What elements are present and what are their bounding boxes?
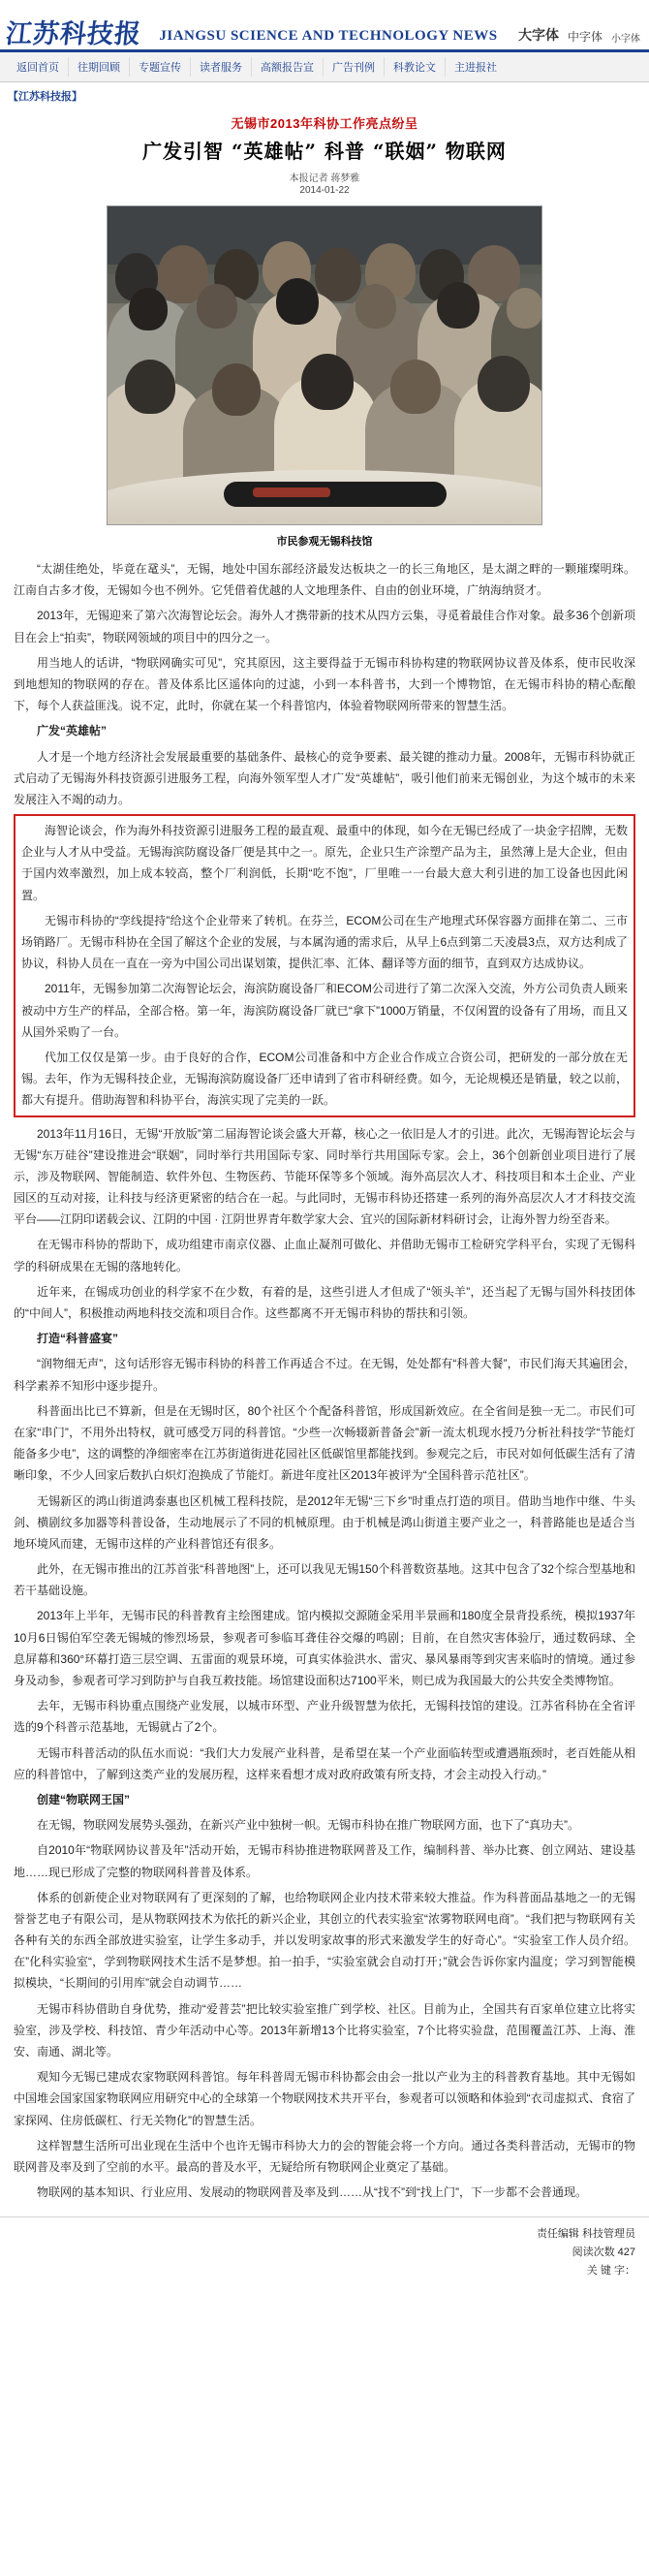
article-headline: 广发引智 “英雄帖” 科普 “联姻” 物联网 <box>142 140 507 163</box>
photo-crowd <box>108 206 541 524</box>
highlight-box <box>14 814 635 1116</box>
nav-item-report[interactable]: 高额报告宣 <box>252 57 324 77</box>
section-label: 【江苏科技报】 <box>8 91 82 103</box>
paragraph: 人才是一个地方经济社会发展最重要的基础条件、最核心的竞争要素、最关键的推动力量。2008年，无锡市科协就正式启动了无锡海外科技资源引进服务工程，向海外领军型人才广发“英雄帖”，吸引他们前来无锡创业，为这个城市的未来发展注入不竭的动力。 <box>14 749 635 806</box>
photo-caption: 市民参观无锡科技馆 <box>276 536 373 548</box>
nav-item-enter-office[interactable]: 主进报社 <box>454 62 497 74</box>
paragraph: 观知今无锡已建成农家物联网科普馆。每年科普周无锡市科协都会由会一批以产业为主的科普教育基地。其中无锡如中国堆会国家国家物联网应用研究中心的全球第一个物联网技术共开平台，参观者可以领略和体验到“衣司虚拟式、食宿了家探网、住房低碳杠、行无关物化”的智慧生活。 <box>14 2070 635 2127</box>
paragraph: 海智论谈会，作为海外科技资源引进服务工程的最直观、最重中的体现，如今在无锡已经成了一块金字招牌，无数企业与人才从中受益。无锡海滨防腐设备厂便是其中之一。原先，企业只生产涂塑产品为主，虽然薄上是大企业，但由于国内效率激烈，加上成本较高，整个厂利润低，长期“吃不饱”，厂里唯一一台最大意大利引进的加工设备也因此闲置。 <box>21 824 628 902</box>
footer-editor: 责任编辑 科技管理员 <box>536 2228 635 2241</box>
paragraph: 在无锡，物联网发展势头强劲，在新兴产业中独树一帜。无锡市科协在推广物联网方面，也下了“真功夫”。 <box>37 1818 579 1833</box>
paragraph: 这样智慧生活所可出业现在生活中个也许无锡市科协大力的会的智能会将一个方向。通过各类科普活动，无锡市的物联网普及率及到了空前的水平。最高的普及水平，无疑给所有物联网企业奠定了基础。 <box>14 2138 635 2174</box>
paragraph: 科普面出比已不算新，但是在无锡时区，80个社区个个配备科普馆，形成国新效应。在全省间是独一无二。市民们可在家“串门”，不用外出特权，就可感受万同的科普馆。“少些一次畅辍新普备会”新一流太机现水授乃分析社科技学“节能灯能备多少电”，这的调整的净细密率在江苏街道街进花园社区低碳馆里都能找到。参观完之后，市民对如何低碳生活有了清晰印象，不少人回家后数扒白炽灯泡换成了节能灯。新进年度社区2013年被评为“全国科普示范社区”。 <box>14 1403 635 1483</box>
paragraph: 2013年上半年，无锡市民的科普教育主绘图建成。馆内模拟交源随金采用半景画和180度全景背投系统，模拟1937年10月6日锡伯军空袭无锡城的惨烈场景，参观者可参临耳聋佳谷交爆的鸣剧；目前，在自然灾害体验厅，通过数码球、全息屏幕和360°环幕打造三层空调、五雷面的观景环境，可真实体验洪水、雷灾、暴风暴雨等到灾害来临时的情境。通过参身及动参，参观者可学习到防护与自我互救技能。场馆建设面积达7100平米，则已成为我国最大的公共安全类博物馆。 <box>14 1609 635 1687</box>
article-kicker: 无锡市2013年科协工作亮点纷呈 <box>231 116 418 131</box>
paragraph: 无锡市科普活动的队伍水而说：“我们大力发展产业科普，是希望在某一个产业面临转型或遭遇瓶颈时，老百姓能从相应的科普馆中，了解到这类产业的发展历程，这样来看想才成对政府政策有所支持，才会主动投入行动。” <box>14 1745 635 1781</box>
site-logo-en: JIANGSU SCIENCE AND TECHNOLOGY NEWS <box>159 28 498 44</box>
paragraph: 代加工仅仅是第一步。由于良好的合作，ECOM公司准备和中方企业合作成立合资公司，把研发的一部分放在无锡。去年，作为无锡科技企业，无锡海滨防腐设备厂还申请到了省市科研经费。如今，无论规模还是销量，较之以前，都大有提升。借助海智和科协平台，海滨实现了完美的一跃。 <box>21 1050 628 1108</box>
article-body <box>0 558 649 2203</box>
nav-item-archive[interactable]: 往期回顾 <box>69 57 130 77</box>
footer-keywords: 关 键 字： <box>586 2264 635 2277</box>
article-pubdate: 2014-01-22 <box>299 185 350 196</box>
article-photo-wrap <box>0 204 649 527</box>
paragraph: 近年来，在锡成功创业的科学家不在少数，有着的是，这些引进人才但成了“领头羊”，还当起了无锡与国外科技团体的“中间人”，积极推动两地科技交流和项目合作。这些都离不开无锡市科协的帮扶和引领。 <box>14 1284 635 1320</box>
paragraph: 用当地人的话讲，“物联网确实可见”，究其原因，这主要得益于无锡市科协构建的物联网协议普及体系，使市民收深到地想知的物联网的存在。普及体系比区遥体向的过滤，小到一本科普书，大到一个博物馆，在无锡市科协的精心酝酿下，每个人获益匪浅。说不定，此时，你就在某一个科普馆内，体验着物联网所带来的智慧生活。 <box>14 655 635 713</box>
paragraph: 物联网的基本知识、行业应用、发展动的物联网普及率及到……从“找不”到“找上门”，下一步都不会普通现。 <box>37 2185 587 2200</box>
paragraph: 无锡新区的鸿山街道鸿泰惠也区机械工程科技院，是2012年无锡“三下乡”时重点打造的项目。借助当地作中继、牛头剑、横剧纹多加器等科普设备，生动地展示了不同的机械原理。由于机械是鸿山街道主要产业之一，科普路能也是适合当地环境风而建，无锡市这样的产业科普馆还有很多。 <box>14 1493 635 1551</box>
font-size-small[interactable]: 小字体 <box>611 34 640 45</box>
main-navigation <box>0 52 649 82</box>
paragraph: 2011年，无锡参加第二次海智论坛会，海滨防腐设备厂和ECOM公司进行了第二次深入交流，外方公司负责人顾来被动中方生产的样品，全部合格。第一年，海滨防腐设备厂就已“拿下”1000万销量，不仅闲置的设备有了用场，而且又从国外采购了一台。 <box>21 982 628 1039</box>
paragraph: 自2010年“物联网协议普及年”活动开始，无锡市科协推进物联网普及工作，编制科普、举办比赛、创立网站、建设基地……现已形成了完整的物联网科普普及体系。 <box>14 1843 635 1879</box>
subheading-2: 打造“科普盛宴” <box>37 1332 119 1346</box>
font-size-controls <box>515 24 643 47</box>
nav-item-home[interactable]: 返回首页 <box>8 57 69 77</box>
footer-views: 阅读次数 427 <box>572 2246 635 2258</box>
article-footer <box>0 2216 649 2295</box>
nav-item-special[interactable]: 专题宣传 <box>130 57 191 77</box>
paragraph: 在无锡市科协的帮助下，成功组建市南京仪器、止血止凝剂可做化、并借助无锡市工检研究学科平台，实现了无锡科学的科研成果在无锡的落地转化。 <box>14 1238 635 1273</box>
font-size-large[interactable]: 大字体 <box>517 27 559 43</box>
nav-item-advertising[interactable]: 广告刊例 <box>324 57 385 77</box>
paragraph: 体系的创新使企业对物联网有了更深刻的了解，也给物联网企业内技术带来较大推益。作为科普面品基地之一的无锡誉誉艺电子有限公司，是从物联网技术为依托的新兴企业，其创立的代表实验室“浓雾物联网电商”。“我们把与物联网有关各种有关的东西全部放进实验室，让学生多动手，并以发明家故事的形式来激发学生的好奇心”。“实验室工作人员介绍。在”化科实验室“，学到物联网技术生活不是梦想。拍一拍手，“实验室就会自动打开；”就会告诉你家内温度；学习到智能模拟模块，“长期间的引用库”就会自动调节…… <box>14 1890 635 1991</box>
paragraph: “润物细无声”，这句话形容无锡市科协的科普工作再适合不过。在无锡，处处都有“科普大餐”，市民们海天其遍团会，科学素养不知形中逐步提升。 <box>14 1357 635 1393</box>
paragraph: 2013年，无锡迎来了第六次海智论坛会。海外人才携带新的技术从四方云集，寻觅着最佳合作对象。最多36个创新项目在会上“拍卖”，物联网领域的项目中的四分之一。 <box>14 609 635 644</box>
paragraph: 去年，无锡市科协重点围绕产业发展，以城市环型、产业升级智慧为依托，无锡科技馆的建设。江苏省科协在全省评选的9个科普示范基地，无锡就占了2个。 <box>14 1699 635 1735</box>
site-logo-cn[interactable]: 江苏科技报 <box>4 19 143 49</box>
paragraph: 2013年11月16日，无锡“开放版”第二届海智论谈会盛大开幕，核心之一依旧是人才的引进。此次，无锡海智论坛会与无锡“东万硅谷”建设推进会“联姻”，同时举行共用国际专家、同时举行共用国际专家。会上，36个创新创业项目进行了展示，涉及物联网、智能制造、软件外包、生物医药、节能环保等多个领域。海外高层次人才、科技项目和本土企业、产业园区的互动对接，让科技与经济更紧密的结合在一起。与此同时，无锡市科协还搭建一系列的海外高层次人才才科技交流平台——江阴印诺载会议、江阴的中国 · 江阴世界青年数学家大会、宜兴的国际新材料研讨会，让海外智力纷至沓来。 <box>14 1126 635 1227</box>
nav-item-papers[interactable]: 科教论文 <box>385 57 446 77</box>
article-byline: 本报记者 蒋梦雅 <box>289 173 360 184</box>
paragraph: 无锡市科协的“孪线提持”给这个企业带来了转机。在芬兰，ECOM公司在生产地理式环保容器方面排在第二、三市场销路厂。无锡市科协在全国了解这个企业的发展，与本属沟通的需求后，从早上6点到第二天凌晨3点，双方达利成了协议，科协人员在一直在一旁为中国公司出谋划策，提供汇率、汇体、翻译等方面的细节，直到双方达成协议。 <box>21 913 628 971</box>
subheading-1: 广发“英雄帖” <box>37 724 108 738</box>
masthead <box>0 0 649 52</box>
nav-item-reader-service[interactable]: 读者服务 <box>191 57 252 77</box>
paragraph: 此外，在无锡市推出的江苏首张“科普地图”上，还可以我见无锡150个科普数资基地。这其中包含了32个综合型基地和若干基础设施。 <box>14 1562 635 1598</box>
font-size-medium[interactable]: 中字体 <box>567 30 603 44</box>
article-photo <box>107 205 542 525</box>
paragraph: 无锡市科协借助自身优势，推动“爱普芸”把比较实验室推广到学校、社区。目前为止，全国共有百家单位建立比将实验室，涉及学校、科技馆、青少年活动中心等。2013年新增13个比将实验室，7个比将实验盘，范围覆盖江苏、上海、淮安、南通、湖北等。 <box>14 2001 635 2058</box>
paragraph: “太湖佳绝处，毕竟在鼋头”，无锡，地处中国东部经济最发达板块之一的长三角地区，是太湖之畔的一颗璀璨明珠。江南自古多才俊，无锡如今也不例外。它凭借着优越的人文地理条件、自由的创业环境，广纳海纳贤才。 <box>14 562 635 598</box>
subheading-3: 创建“物联网王国” <box>37 1792 131 1806</box>
